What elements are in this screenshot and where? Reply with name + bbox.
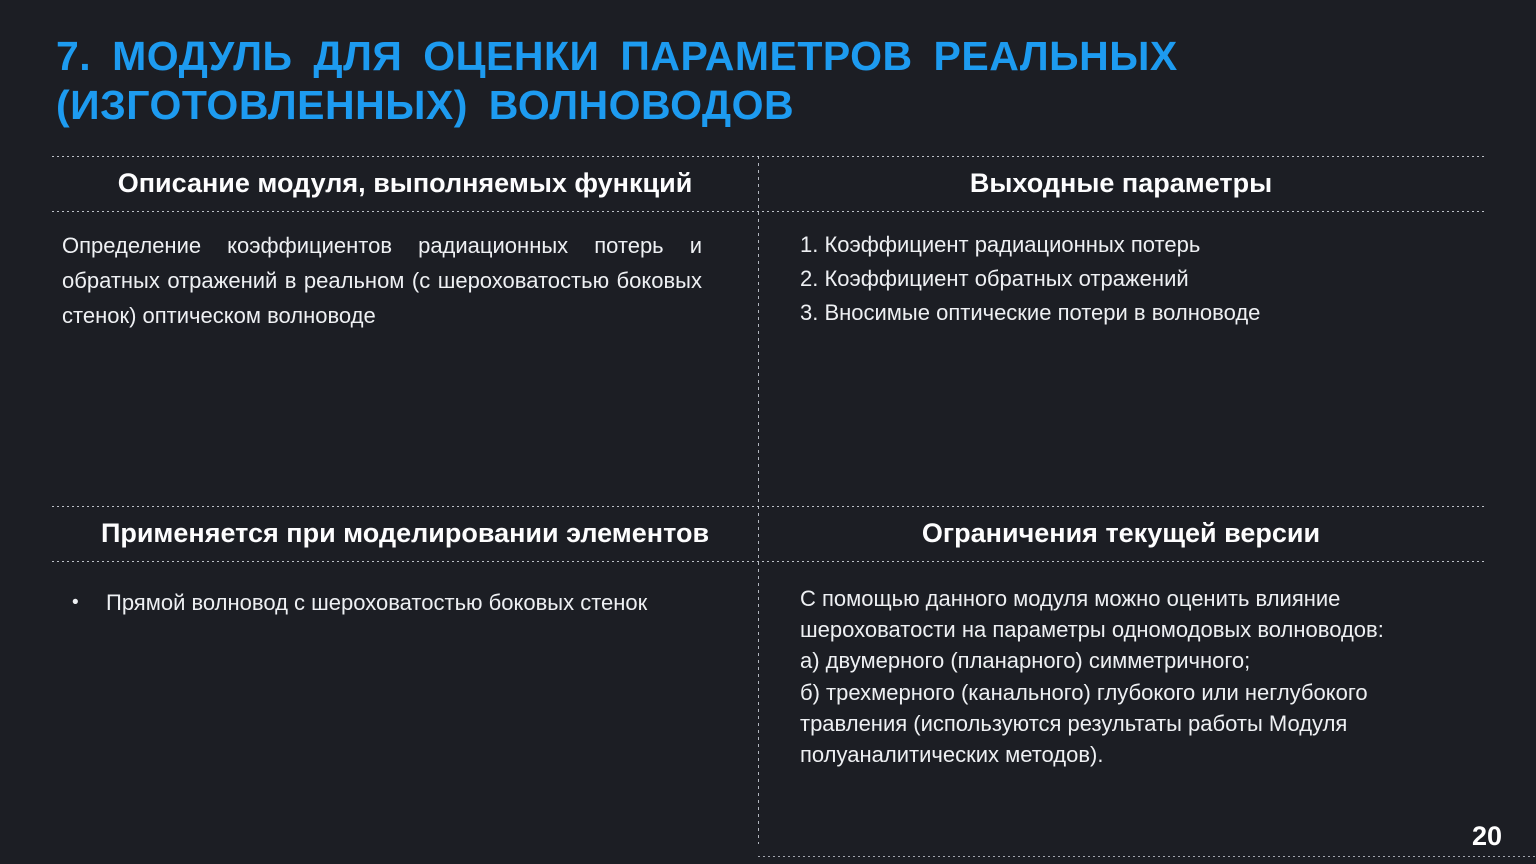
bullet-list-item [72,589,732,618]
output-parameter-item: 1. Коэффициент радиационных потерь [800,232,1201,257]
slide-title-line2: (ИЗГОТОВЛЕННЫХ) ВОЛНОВОДОВ [56,82,795,129]
bullet-icon: • [72,592,79,613]
table-body-row-2 [52,562,1484,842]
bullet-item-text: Прямой волновод с шероховатостью боковых стенок [106,590,648,615]
column-divider [758,156,759,844]
output-parameters-list [758,212,1484,506]
output-parameter-item: 3. Вносимые оптические потери в волноводе [800,300,1261,326]
slide-title-line1: 7. МОДУЛЬ ДЛЯ ОЦЕНКИ ПАРАМЕТРОВ РЕАЛЬНЫХ [56,33,1178,79]
module-description-text: Определение коэффициентов радиационных потерь и обратных отражений в реальном (с шероховатостью боковых стенок) оптическом волноводе [62,233,702,328]
slide-title [56,32,1416,130]
limitations-intro: С помощью данного модуля можно оценить влияние шероховатости на параметры одномодовых волноводов: [800,586,1384,643]
table-body-row-1 [52,212,1484,506]
limitations-item-a: а) двумерного (планарного) симметричного; [800,648,1251,674]
module-info-table [52,156,1484,842]
table-border-bottom [758,856,1536,857]
header-module-description: Описание модуля, выполняемых функций [117,168,693,198]
applied-elements-list [52,562,758,842]
header-applied-elements: Применяется при моделировании элементов [100,518,710,548]
output-parameter-item: 2. Коэффициент обратных отражений [800,266,1189,292]
header-current-limitations: Ограничения текущей версии [921,518,1321,548]
page-number: 20 [1471,821,1502,851]
table-header-row-1 [52,157,1484,211]
header-output-parameters: Выходные параметры [969,168,1273,198]
limitations-text [758,562,1484,842]
table-header-row-2 [52,507,1484,561]
limitations-item-b: б) трехмерного (канального) глубокого или неглубокого травления (используются результаты работы Модуля полуаналитических методов). [800,679,1368,768]
